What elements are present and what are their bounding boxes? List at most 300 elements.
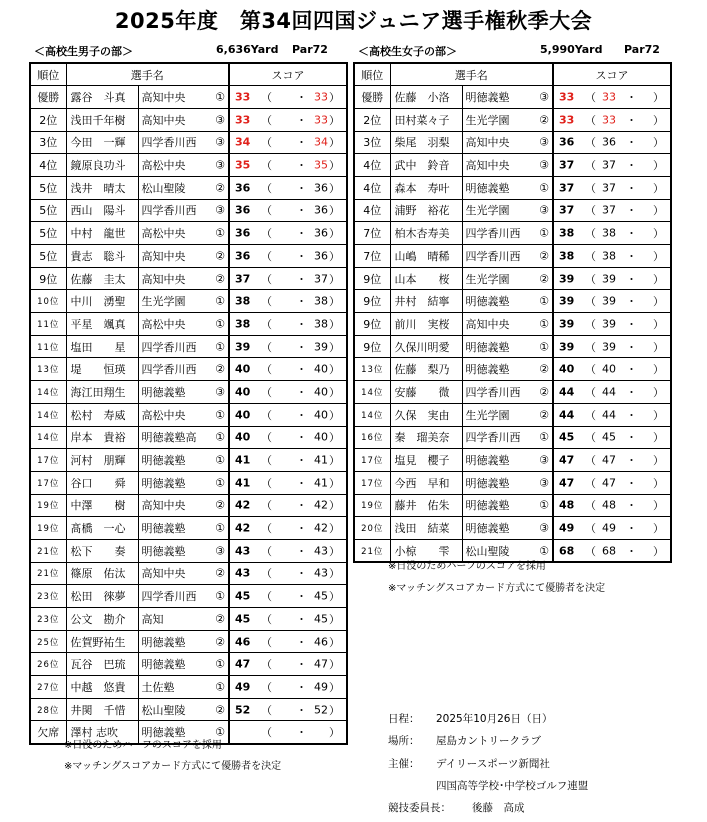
school-cell (138, 539, 229, 562)
open-paren: （ (585, 317, 596, 331)
score-cell (229, 131, 347, 154)
score-cell (553, 471, 671, 494)
school-name: 四学香川西 (141, 136, 197, 150)
separator-dot: ・ (626, 476, 637, 490)
open-paren: （ (261, 499, 272, 513)
total-score: 40 (235, 408, 251, 422)
grade-label: ① (539, 430, 549, 444)
table-row (30, 426, 347, 449)
total-score: 42 (235, 521, 251, 535)
score-cell (553, 335, 671, 358)
school-name: 高知 (141, 612, 164, 626)
close-paren: ） (653, 454, 664, 468)
school-cell (138, 131, 229, 154)
school-name: 高知中央 (141, 567, 186, 581)
separator-dot: ・ (296, 295, 307, 309)
out-score: 44 (602, 385, 616, 399)
out-score: 44 (602, 408, 616, 422)
close-paren: ） (653, 499, 664, 513)
in-score: 41 (314, 476, 328, 490)
player-name-cell: 浦野 裕花 (390, 199, 462, 222)
school-name: 明徳義塾 (141, 454, 186, 468)
school-cell (462, 358, 553, 381)
score-cell (553, 426, 671, 449)
rank-cell: 10位 (30, 290, 66, 313)
separator-dot: ・ (296, 204, 307, 218)
close-paren: ） (653, 317, 664, 331)
close-paren: ） (653, 363, 664, 377)
grade-label: ③ (539, 203, 549, 217)
rank-cell: 25位 (30, 630, 66, 653)
table-row (354, 335, 671, 358)
score-cell (553, 517, 671, 540)
in-score: 36 (314, 249, 328, 263)
separator-dot: ・ (626, 454, 637, 468)
grade-label: ① (215, 226, 225, 240)
total-score: 33 (235, 113, 251, 127)
grade-label: ③ (539, 90, 549, 104)
close-paren: ） (329, 476, 340, 490)
grade-label: ① (215, 725, 225, 739)
total-score: 33 (235, 90, 251, 104)
rank-cell: 優勝 (354, 86, 390, 109)
school-cell (138, 562, 229, 585)
table-row (354, 426, 671, 449)
score-cell (553, 358, 671, 381)
rank-cell: 17位 (30, 449, 66, 472)
total-score: 41 (235, 476, 251, 490)
rank-cell: 4位 (354, 176, 390, 199)
table-row (354, 290, 671, 313)
rank-cell: 9位 (354, 335, 390, 358)
school-cell (138, 517, 229, 540)
school-name: 四学香川西 (465, 431, 521, 445)
open-paren: （ (261, 703, 272, 717)
rank-cell: 欠席 (30, 721, 66, 744)
separator-dot: ・ (626, 499, 637, 513)
info-label: 日程： (388, 713, 420, 725)
table-row (30, 698, 347, 721)
school-name: 高知中央 (465, 136, 510, 150)
rank-cell: 5位 (30, 222, 66, 245)
player-name-cell: 公文 勘介 (66, 608, 138, 631)
rank-cell: 26位 (30, 653, 66, 676)
out-score: 38 (602, 226, 616, 240)
open-paren: （ (261, 136, 272, 150)
rank-cell: 13位 (354, 358, 390, 381)
rank-cell: 5位 (30, 245, 66, 268)
in-score: 40 (314, 385, 328, 399)
score-cell (229, 403, 347, 426)
table-row (30, 471, 347, 494)
close-paren: ） (653, 431, 664, 445)
table-row (30, 176, 347, 199)
school-cell (462, 403, 553, 426)
player-name-cell: 谷口 舜 (66, 471, 138, 494)
school-name: 明徳義塾 (465, 295, 510, 309)
out-score: 33 (602, 90, 616, 104)
player-name-cell: 山嶋 晴稀 (390, 245, 462, 268)
score-cell (553, 154, 671, 177)
score-cell (229, 245, 347, 268)
school-cell (462, 199, 553, 222)
info-label: 場所： (388, 735, 420, 747)
score-cell (229, 471, 347, 494)
total-score: 36 (235, 203, 251, 217)
player-name-cell: 今田 一輝 (66, 131, 138, 154)
rank-header: 順位 (30, 63, 66, 86)
separator-dot: ・ (296, 431, 307, 445)
player-name-cell: 柏木杏寿美 (390, 222, 462, 245)
total-score: 46 (235, 635, 251, 649)
separator-dot: ・ (626, 522, 637, 536)
grade-label: ② (215, 249, 225, 263)
open-paren: （ (585, 204, 596, 218)
rank-cell: 19位 (30, 517, 66, 540)
school-cell (462, 290, 553, 313)
total-score: 33 (559, 113, 575, 127)
open-paren: （ (585, 340, 596, 354)
grade-label: ① (539, 226, 549, 240)
school-cell (462, 471, 553, 494)
open-paren: （ (261, 340, 272, 354)
player-name-cell: 安藤 微 (390, 381, 462, 404)
separator-dot: ・ (626, 159, 637, 173)
table-row (354, 313, 671, 336)
rank-cell: 3位 (30, 131, 66, 154)
player-name-cell: 藤井 佑朱 (390, 494, 462, 517)
table-row (354, 403, 671, 426)
score-cell (229, 426, 347, 449)
open-paren: （ (585, 454, 596, 468)
close-paren: ） (653, 272, 664, 286)
school-cell (462, 176, 553, 199)
close-paren: ） (329, 454, 340, 468)
score-cell (229, 585, 347, 608)
separator-dot: ・ (626, 544, 637, 558)
separator-dot: ・ (296, 454, 307, 468)
in-score: 38 (314, 294, 328, 308)
player-name-cell: 篠原 佑汰 (66, 562, 138, 585)
close-paren: ） (329, 635, 340, 649)
score-cell (229, 449, 347, 472)
school-cell (138, 222, 229, 245)
grade-label: ③ (215, 203, 225, 217)
separator-dot: ・ (296, 249, 307, 263)
school-name: 明徳義塾 (465, 363, 510, 377)
close-paren: ） (329, 726, 340, 740)
total-score: 47 (559, 476, 575, 490)
school-cell (138, 199, 229, 222)
girls-yardage: 5,990Yard (540, 43, 603, 56)
out-score: 40 (602, 362, 616, 376)
info-label: 競技委員長： (388, 802, 451, 814)
player-name-cell: 西山 陽斗 (66, 199, 138, 222)
rank-cell: 21位 (30, 562, 66, 585)
table-row (30, 154, 347, 177)
separator-dot: ・ (296, 612, 307, 626)
rank-cell: 20位 (354, 517, 390, 540)
separator-dot: ・ (626, 340, 637, 354)
separator-dot: ・ (296, 499, 307, 513)
total-score: 45 (559, 430, 575, 444)
table-row (30, 131, 347, 154)
player-name-cell: 田村菜々子 (390, 108, 462, 131)
school-name: 生光学園 (141, 295, 186, 309)
open-paren: （ (261, 680, 272, 694)
school-cell (138, 381, 229, 404)
rank-cell: 3位 (354, 131, 390, 154)
total-score: 37 (559, 181, 575, 195)
separator-dot: ・ (626, 227, 637, 241)
grade-label: ② (215, 181, 225, 195)
out-score: 37 (602, 203, 616, 217)
grade-label: ① (215, 453, 225, 467)
total-score: 40 (235, 385, 251, 399)
close-paren: ） (329, 227, 340, 241)
score-cell (229, 494, 347, 517)
player-name-cell: 浅井 晴太 (66, 176, 138, 199)
in-score: 40 (314, 362, 328, 376)
girls-section-label: ＜高校生女子の部＞ (358, 45, 457, 58)
score-cell (229, 381, 347, 404)
separator-dot: ・ (296, 726, 307, 740)
total-score: 52 (235, 703, 251, 717)
school-name: 生光学園 (465, 272, 510, 286)
close-paren: ） (329, 317, 340, 331)
score-cell (229, 222, 347, 245)
player-name-cell: 塩見 櫻子 (390, 449, 462, 472)
school-name: 高知中央 (141, 272, 186, 286)
school-name: 四学香川西 (141, 590, 197, 604)
in-score: 40 (314, 430, 328, 444)
score-cell (553, 176, 671, 199)
close-paren: ） (653, 204, 664, 218)
score-cell (229, 562, 347, 585)
grade-label: ② (539, 249, 549, 263)
score-cell (229, 358, 347, 381)
open-paren: （ (261, 227, 272, 241)
school-name: 高松中央 (141, 159, 186, 173)
school-cell (462, 426, 553, 449)
open-paren: （ (585, 249, 596, 263)
school-cell (138, 471, 229, 494)
out-score: 47 (602, 476, 616, 490)
separator-dot: ・ (296, 658, 307, 672)
open-paren: （ (261, 522, 272, 536)
open-paren: （ (261, 567, 272, 581)
table-row (354, 108, 671, 131)
table-row (354, 267, 671, 290)
total-score: 37 (235, 272, 251, 286)
score-cell (229, 154, 347, 177)
school-cell (462, 86, 553, 109)
grade-label: ② (215, 703, 225, 717)
score-cell (553, 222, 671, 245)
girls-header-row (354, 63, 671, 86)
total-score: 45 (235, 589, 251, 603)
total-score: 33 (559, 90, 575, 104)
open-paren: （ (261, 612, 272, 626)
school-name: 明徳義塾 (465, 499, 510, 513)
score-cell (229, 267, 347, 290)
school-name: 明徳義塾 (141, 476, 186, 490)
grade-label: ① (215, 317, 225, 331)
grade-label: ① (539, 294, 549, 308)
in-score: 42 (314, 498, 328, 512)
open-paren: （ (261, 317, 272, 331)
close-paren: ） (329, 385, 340, 399)
school-name: 高知中央 (465, 159, 510, 173)
in-score: 36 (314, 181, 328, 195)
in-score: 42 (314, 521, 328, 535)
separator-dot: ・ (626, 204, 637, 218)
school-cell (462, 222, 553, 245)
rank-cell: 28位 (30, 698, 66, 721)
table-row (30, 358, 347, 381)
close-paren: ） (329, 658, 340, 672)
table-row (30, 539, 347, 562)
open-paren: （ (261, 544, 272, 558)
school-name: 松山聖陵 (465, 544, 510, 558)
school-name: 明徳義塾 (465, 91, 510, 105)
out-score: 37 (602, 158, 616, 172)
close-paren: ） (653, 249, 664, 263)
player-name-cell: 中村 龍世 (66, 222, 138, 245)
total-score: 68 (559, 544, 575, 558)
table-row (354, 471, 671, 494)
boys-header-row (30, 63, 347, 86)
total-score: 43 (235, 566, 251, 580)
table-row (30, 653, 347, 676)
table-row (30, 245, 347, 268)
girls-par: Par72 (624, 43, 660, 56)
school-name: 四学香川西 (141, 204, 197, 218)
grade-label: ② (539, 362, 549, 376)
rank-cell: 2位 (354, 108, 390, 131)
school-name: 四学香川西 (465, 227, 521, 241)
school-cell (462, 245, 553, 268)
separator-dot: ・ (626, 136, 637, 150)
school-cell (138, 267, 229, 290)
open-paren: （ (261, 454, 272, 468)
grade-label: ② (215, 272, 225, 286)
open-paren: （ (261, 385, 272, 399)
close-paren: ） (329, 499, 340, 513)
total-score: 44 (559, 385, 575, 399)
in-score: 35 (314, 158, 328, 172)
table-row (354, 154, 671, 177)
player-name-cell: 井村 結寧 (390, 290, 462, 313)
open-paren: （ (585, 272, 596, 286)
close-paren: ） (653, 159, 664, 173)
close-paren: ） (653, 340, 664, 354)
open-paren: （ (261, 113, 272, 127)
close-paren: ） (329, 204, 340, 218)
rank-cell: 14位 (30, 426, 66, 449)
separator-dot: ・ (296, 272, 307, 286)
school-cell (138, 108, 229, 131)
in-score: 46 (314, 635, 328, 649)
grade-label: ① (539, 498, 549, 512)
rank-cell: 4位 (354, 154, 390, 177)
score-cell (553, 245, 671, 268)
table-row (354, 517, 671, 540)
score-cell (553, 290, 671, 313)
rank-cell: 19位 (30, 494, 66, 517)
player-name-cell: 松田 徠夢 (66, 585, 138, 608)
grade-label: ① (215, 680, 225, 694)
total-score: 36 (235, 249, 251, 263)
school-name: 明徳義塾 (465, 522, 510, 536)
rank-cell: 11位 (30, 313, 66, 336)
in-score: 40 (314, 408, 328, 422)
boys-par: Par72 (292, 43, 328, 56)
info-value: 四国高等学校･中学校ゴルフ連盟 (436, 780, 589, 792)
table-row (30, 335, 347, 358)
in-score: 38 (314, 317, 328, 331)
separator-dot: ・ (296, 363, 307, 377)
rank-cell: 5位 (30, 199, 66, 222)
grade-label: ③ (215, 135, 225, 149)
total-score: 36 (235, 181, 251, 195)
grade-label: ① (215, 340, 225, 354)
score-cell (553, 381, 671, 404)
close-paren: ） (329, 703, 340, 717)
separator-dot: ・ (296, 544, 307, 558)
score-cell (229, 108, 347, 131)
table-row (30, 449, 347, 472)
grade-label: ③ (215, 544, 225, 558)
school-cell (138, 290, 229, 313)
score-cell (553, 449, 671, 472)
school-name: 明徳義塾 (465, 476, 510, 490)
player-name-cell: 露谷 斗真 (66, 86, 138, 109)
close-paren: ） (653, 181, 664, 195)
table-row (30, 676, 347, 699)
in-score: 49 (314, 680, 328, 694)
school-cell (138, 630, 229, 653)
rank-cell: 7位 (354, 245, 390, 268)
score-cell (229, 335, 347, 358)
total-score: 39 (559, 272, 575, 286)
player-name-cell: 岸本 貴裕 (66, 426, 138, 449)
grade-label: ① (539, 317, 549, 331)
school-cell (138, 698, 229, 721)
score-cell (229, 290, 347, 313)
grade-label: ② (539, 385, 549, 399)
school-cell (462, 517, 553, 540)
table-row (30, 381, 347, 404)
open-paren: （ (585, 91, 596, 105)
open-paren: （ (585, 385, 596, 399)
total-score: 40 (235, 362, 251, 376)
info-value: 後藤 高成 (472, 802, 525, 814)
total-score: 35 (235, 158, 251, 172)
school-cell (138, 608, 229, 631)
in-score: 36 (314, 226, 328, 240)
total-score: 37 (559, 203, 575, 217)
school-cell (138, 176, 229, 199)
rank-cell: 9位 (354, 290, 390, 313)
close-paren: ） (329, 544, 340, 558)
info-value: 2025年10月26日（日） (436, 713, 553, 725)
total-score: 36 (235, 226, 251, 240)
school-name: 生光学園 (465, 113, 510, 127)
in-score: 36 (314, 203, 328, 217)
school-name: 四学香川西 (465, 249, 521, 263)
score-cell (553, 313, 671, 336)
